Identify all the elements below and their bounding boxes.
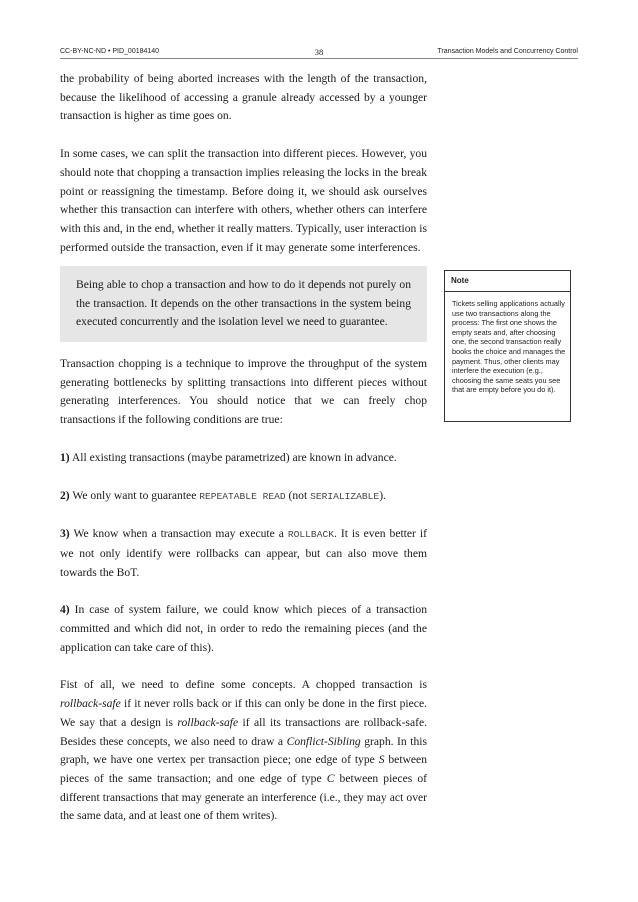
paragraph-2: In some cases, we can split the transaction into different pieces. However, you should note that chopping a transaction implies releasing the locks in the break point or reassigning the timestamp. Before doing it, we should ask ourselves whether this transaction can interfere with others, whether others can interfere with this and, in the end, whether it really matters. Typically, user interaction is performed outside the transaction, even if it may generate some interferences.: [60, 147, 427, 254]
condition-text: ).: [379, 488, 386, 502]
term-conflict-sibling: Conflict-Sibling: [286, 734, 361, 748]
note-title: Note: [451, 276, 469, 285]
text-run: Fist of all, we need to define some concepts. A chopped transaction is: [60, 678, 427, 692]
paragraph-definitions: [60, 676, 427, 826]
text-run: between pieces of the same transaction; and one edge of type: [60, 753, 427, 785]
condition-number: 4): [60, 603, 70, 617]
condition-text: We know when a transaction may execute a: [69, 527, 288, 541]
body-top: [60, 70, 427, 257]
header-license-id: CC-BY-NC-ND • PID_00184140: [60, 48, 160, 55]
margin-note: [444, 270, 571, 422]
page-number: 38: [314, 47, 324, 57]
body-main: [60, 355, 427, 826]
condition-4: [60, 601, 427, 657]
text-run: graph. In this graph, we have one vertex per transaction piece; one edge of type: [60, 734, 428, 767]
term-edge-s: S: [378, 753, 385, 767]
code-serializable: SERIALIZABLE: [310, 490, 380, 502]
condition-text: We only want to guarantee: [69, 488, 200, 502]
condition-text: . It is even better if we not only identify were rollbacks can appear, but can also move them towards the BoT.: [60, 527, 427, 579]
header-rule: [60, 58, 578, 59]
text-run: if all its transactions are rollback-safe. Besides these concepts, we also need to draw a: [60, 715, 427, 748]
condition-number: 1): [60, 450, 70, 464]
condition-text: All existing transactions (maybe parametrized) are known in advance.: [69, 450, 397, 464]
note-rule: [445, 291, 570, 292]
condition-text: In case of system failure, we could know which pieces of a transaction committed and which did not, in order to redo the remaining pieces (and the application can take care of this).: [60, 603, 427, 654]
condition-2: [60, 487, 427, 507]
code-repeatable-read: REPEATABLE READ: [199, 490, 286, 502]
note-body: Tickets selling applications actually use two transactions along the process: The first one shows the empty seats and, after choosing one, the second transaction really books the choice and manages the payment. Thus, other clients may interfere the execution (e.g., choosing the same seats you see that are empty before you do it).: [452, 299, 566, 395]
term-edge-c: C: [326, 771, 335, 785]
callout-box: [60, 266, 427, 342]
term-rollback-safe: rollback-safe: [60, 697, 121, 711]
header-title: Transaction Models and Concurrency Control: [437, 48, 578, 55]
condition-text: (not: [285, 488, 311, 502]
condition-number: 2): [60, 488, 70, 502]
callout-text: Being able to chop a transaction and how to do it depends not purely on the transaction. It depends on the other transactions in the system being executed concurrently and the isolation level we need to guarantee.: [76, 278, 411, 329]
condition-1: [60, 449, 427, 468]
code-rollback: ROLLBACK: [287, 529, 334, 541]
paragraph-1: the probability of being aborted increases with the length of the transaction, because the likelihood of accessing a granule already accessed by a younger transaction is higher as time goes on.: [60, 72, 427, 123]
condition-3: [60, 525, 427, 582]
condition-number: 3): [60, 527, 70, 541]
page-header: [60, 48, 578, 62]
term-rollback-safe: rollback-safe: [177, 715, 239, 729]
paragraph-3: Transaction chopping is a technique to improve the throughput of the system generating bottlenecks by splitting transactions into different pieces without generating interferences. You should notice that we can freely chop transactions if the following conditions are true:: [60, 357, 427, 427]
text-run: if it never rolls back or if this can only be done in the first piece. We say that a design is: [60, 697, 427, 729]
text-run: between pieces of different transactions that may generate an interference (i.e., they may act over the same data, and at least one of them writes).: [60, 771, 427, 823]
